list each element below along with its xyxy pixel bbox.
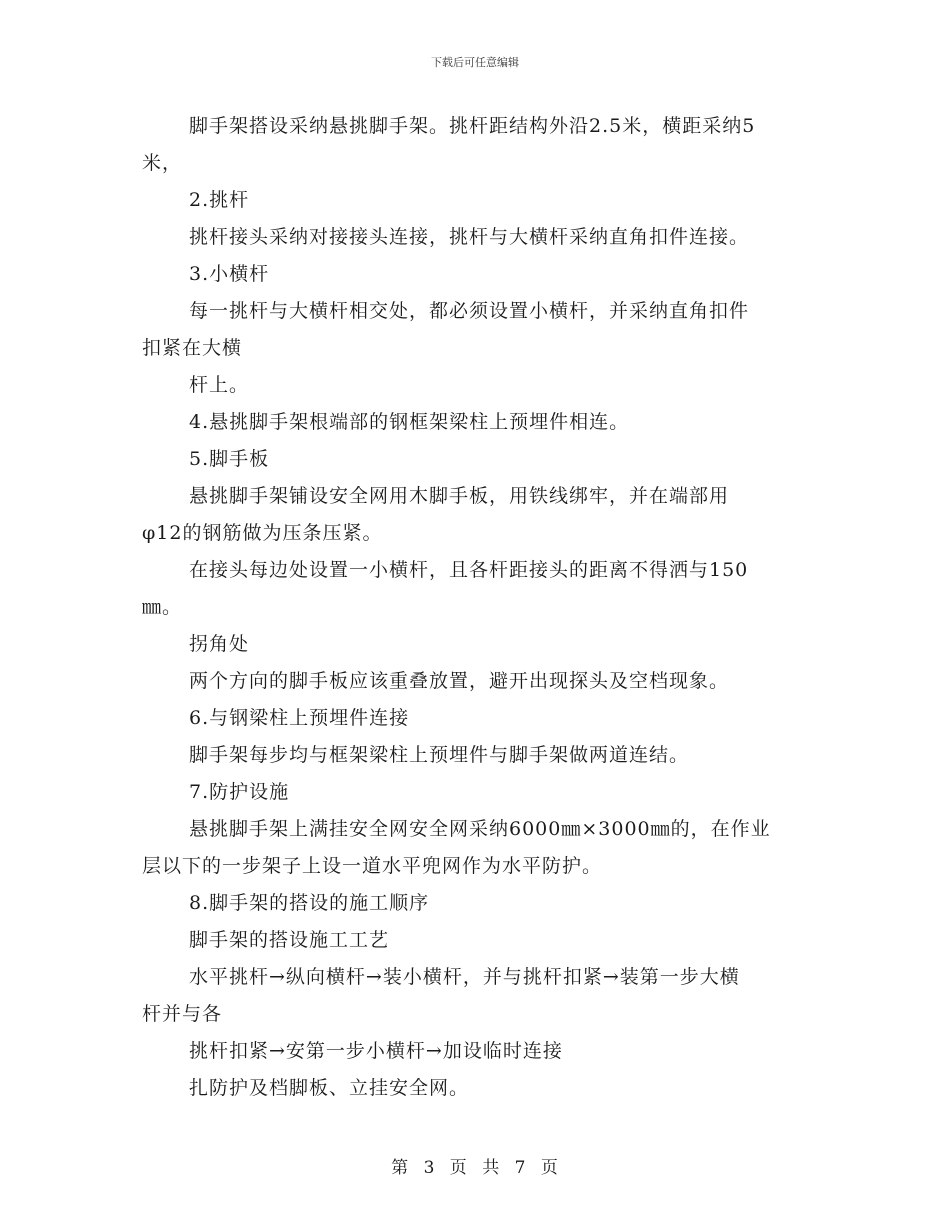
paragraph-line: 悬挑脚手架上满挂安全网安全网采纳6000㎜×3000㎜的，在作业	[189, 818, 771, 840]
total-page-count: 7	[514, 1158, 527, 1178]
paragraph-line: 杆并与各	[142, 1003, 223, 1025]
paragraph-line: 层以下的一步架子上设一道水平兜网作为水平防护。	[142, 855, 603, 877]
paragraph-line: 扣紧在大横	[142, 337, 243, 359]
document-body	[142, 108, 812, 1107]
footer-page-suffix: 页	[449, 1158, 468, 1178]
section-heading: 4.悬挑脚手架根端部的钢框架梁柱上预埋件相连。	[189, 411, 630, 433]
paragraph-line: ㎜。	[142, 596, 183, 618]
section-heading: 6.与钢梁柱上预埋件连接	[189, 707, 410, 729]
paragraph-line: 脚手架每步均与框架梁柱上预埋件与脚手架做两道连结。	[189, 744, 690, 766]
paragraph-line: 每一挑杆与大横杆相交处，都必须设置小横杆，并采纳直角扣件	[189, 300, 750, 322]
section-heading: 8.脚手架的搭设的施工顺序	[189, 892, 430, 914]
page-header: 下载后可任意编辑	[431, 56, 519, 69]
footer-prefix: 第	[391, 1158, 410, 1178]
section-heading: 3.小横杆	[189, 263, 270, 285]
footer-total-suffix: 页	[540, 1158, 559, 1178]
current-page-number: 3	[423, 1158, 436, 1178]
paragraph-line: 挑杆扣紧→安第一步小横杆→加设临时连接	[189, 1040, 563, 1062]
paragraph-line: 水平挑杆→纵向横杆→装小横杆，并与挑杆扣紧→装第一步大横	[189, 966, 740, 988]
paragraph-line: 米，	[142, 152, 183, 174]
section-heading: 7.防护设施	[189, 781, 290, 803]
paragraph-line: 扎防护及档脚板、立挂安全网。	[189, 1077, 470, 1099]
paragraph-line: 拐角处	[189, 633, 250, 655]
paragraph-line: φ12的钢筋做为压条压紧。	[142, 522, 383, 544]
page-footer	[0, 1153, 950, 1178]
paragraph-line: 两个方向的脚手板应该重叠放置，避开出现探头及空档现象。	[189, 670, 730, 692]
paragraph-line: 挑杆接头采纳对接接头连接，挑杆与大横杆采纳直角扣件连接。	[189, 226, 750, 248]
section-heading: 5.脚手板	[189, 448, 270, 470]
footer-total-prefix: 共	[482, 1158, 501, 1178]
paragraph-line: 在接头每边处设置一小横杆，且各杆距接头的距离不得洒与150	[189, 559, 749, 581]
section-heading: 2.挑杆	[189, 189, 250, 211]
paragraph-line: 悬挑脚手架铺设安全网用木脚手板，用铁线绑牢，并在端部用	[189, 485, 730, 507]
paragraph-line: 脚手架搭设采纳悬挑脚手架。挑杆距结构外沿2.5米，横距采纳5	[189, 115, 756, 137]
paragraph-line: 脚手架的搭设施工工艺	[189, 929, 390, 951]
paragraph-line: 杆上。	[189, 374, 250, 396]
